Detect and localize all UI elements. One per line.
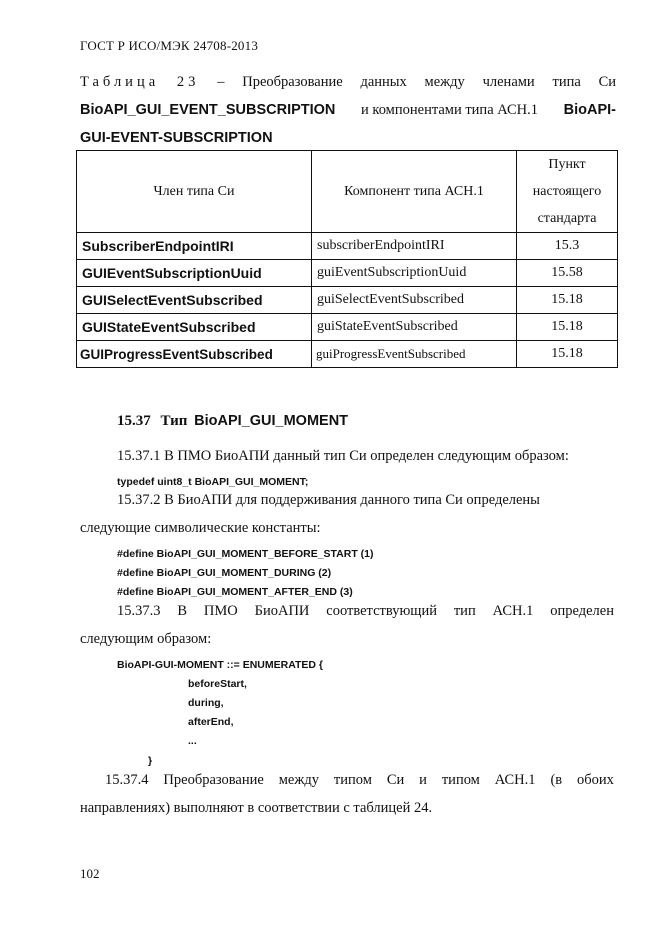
cell-member: GUIStateEventSubscribed bbox=[77, 314, 312, 341]
table-caption bbox=[80, 68, 616, 152]
caption-word: данных bbox=[360, 74, 407, 90]
cell-clause: 15.58 bbox=[517, 260, 618, 287]
paragraph-15-37-2-line2: следующие символические константы: bbox=[80, 520, 321, 536]
table-row bbox=[77, 260, 618, 287]
caption-word: членами bbox=[482, 74, 535, 90]
code-asn-item: beforeStart, bbox=[188, 678, 247, 690]
p3-word: соответствующий bbox=[326, 603, 437, 619]
caption-label: Таблица bbox=[80, 74, 160, 90]
cell-clause: 15.18 bbox=[517, 314, 618, 341]
table-header-row bbox=[77, 151, 618, 233]
p3-word: определен bbox=[550, 603, 614, 619]
caption-word: Си bbox=[598, 74, 616, 90]
caption-line-2 bbox=[80, 96, 616, 124]
cell-clause: 15.18 bbox=[517, 287, 618, 314]
p3-word: БиоАПИ bbox=[254, 603, 310, 619]
cell-component: guiEventSubscriptionUuid bbox=[312, 260, 517, 287]
code-asn-close: } bbox=[148, 755, 153, 767]
table-row bbox=[77, 287, 618, 314]
cell-component: subscriberEndpointIRI bbox=[312, 233, 517, 260]
caption-type-asn-a: BioAPI- bbox=[563, 102, 616, 118]
paragraph-15-37-1: 15.37.1 В ПМО БиоАПИ данный тип Си определен следующим образом: bbox=[117, 448, 569, 464]
p3-word: тип bbox=[453, 603, 476, 619]
caption-middle: и компонентами типа АСН.1 bbox=[357, 102, 542, 118]
p3-word: ПМО bbox=[203, 603, 238, 619]
code-define: #define BioAPI_GUI_MOMENT_AFTER_END (3) bbox=[117, 586, 353, 598]
table-row bbox=[77, 314, 618, 341]
p4-word: Си bbox=[386, 772, 405, 788]
caption-number: 23 bbox=[176, 74, 200, 90]
header-asn-component: Компонент типа АСН.1 bbox=[312, 151, 517, 233]
cell-component: guiSelectEventSubscribed bbox=[312, 287, 517, 314]
caption-type-asn-b: GUI-EVENT-SUBSCRIPTION bbox=[80, 130, 273, 146]
p3-word: 15.37.3 bbox=[117, 603, 161, 619]
caption-type-c: BioAPI_GUI_EVENT_SUBSCRIPTION bbox=[80, 102, 336, 118]
code-asn-item: ... bbox=[188, 735, 197, 747]
p4-word: АСН.1 bbox=[494, 772, 536, 788]
code-typedef: typedef uint8_t BioAPI_GUI_MOMENT; bbox=[117, 476, 309, 488]
cell-clause: 15.18 bbox=[517, 341, 618, 368]
paragraph-15-37-4-line2: направлениях) выполняют в соответствии с таблицей 24. bbox=[80, 800, 433, 816]
cell-member: GUIEventSubscriptionUuid bbox=[77, 260, 312, 287]
p3-word: АСН.1 bbox=[492, 603, 534, 619]
caption-word: между bbox=[424, 74, 465, 90]
code-asn-item: afterEnd, bbox=[188, 716, 234, 728]
cell-component: guiProgressEventSubscribed bbox=[312, 341, 517, 368]
p4-word: и bbox=[419, 772, 427, 788]
paragraph-15-37-3-line2: следующим образом: bbox=[80, 631, 212, 647]
table-row bbox=[77, 233, 618, 260]
paragraph-15-37-2-line1: 15.37.2 В БиоАПИ для поддерживания данного типа Си определены bbox=[117, 492, 540, 508]
caption-line-3 bbox=[80, 124, 616, 152]
p4-word: 15.37.4 bbox=[105, 772, 149, 788]
caption-dash: – bbox=[217, 74, 225, 90]
cell-component: guiStateEventSubscribed bbox=[312, 314, 517, 341]
code-define: #define BioAPI_GUI_MOMENT_BEFORE_START (1) bbox=[117, 548, 374, 560]
table-row bbox=[77, 341, 618, 368]
cell-member: GUISelectEventSubscribed bbox=[77, 287, 312, 314]
code-asn-item: during, bbox=[188, 697, 224, 709]
section-heading bbox=[117, 413, 348, 430]
header-clause-line: настоящего bbox=[532, 184, 602, 199]
page-number: 102 bbox=[80, 866, 100, 881]
document-header: ГОСТ Р ИСО/МЭК 24708-2013 bbox=[80, 38, 259, 53]
p4-word: типом bbox=[441, 772, 480, 788]
cell-member: GUIProgressEventSubscribed bbox=[77, 341, 312, 368]
p3-word: В bbox=[177, 603, 188, 619]
header-clause-line: Пункт bbox=[548, 157, 586, 172]
p4-word: Преобразование bbox=[163, 772, 264, 788]
code-asn-declaration: BioAPI-GUI-MOMENT ::= ENUMERATED { bbox=[117, 659, 324, 671]
caption-word: Преобразование bbox=[242, 74, 343, 90]
caption-word: типа bbox=[552, 74, 581, 90]
paragraph-15-37-4-line1 bbox=[105, 772, 614, 789]
p4-word: типом bbox=[333, 772, 372, 788]
section-word: Тип bbox=[160, 413, 188, 429]
caption-line-1 bbox=[80, 68, 616, 96]
p4-word: обоих bbox=[577, 772, 614, 788]
p4-word: между bbox=[278, 772, 319, 788]
header-clause bbox=[517, 151, 618, 233]
header-c-member: Член типа Си bbox=[77, 151, 312, 233]
mapping-table bbox=[76, 150, 618, 368]
paragraph-15-37-3-line1 bbox=[117, 603, 614, 620]
cell-clause: 15.3 bbox=[517, 233, 618, 260]
header-clause-line: стандарта bbox=[537, 211, 597, 226]
cell-member: SubscriberEndpointIRI bbox=[77, 233, 312, 260]
p4-word: (в bbox=[550, 772, 563, 788]
section-type: BioAPI_GUI_MOMENT bbox=[194, 413, 349, 429]
section-number: 15.37 bbox=[117, 413, 151, 429]
code-define: #define BioAPI_GUI_MOMENT_DURING (2) bbox=[117, 567, 332, 579]
